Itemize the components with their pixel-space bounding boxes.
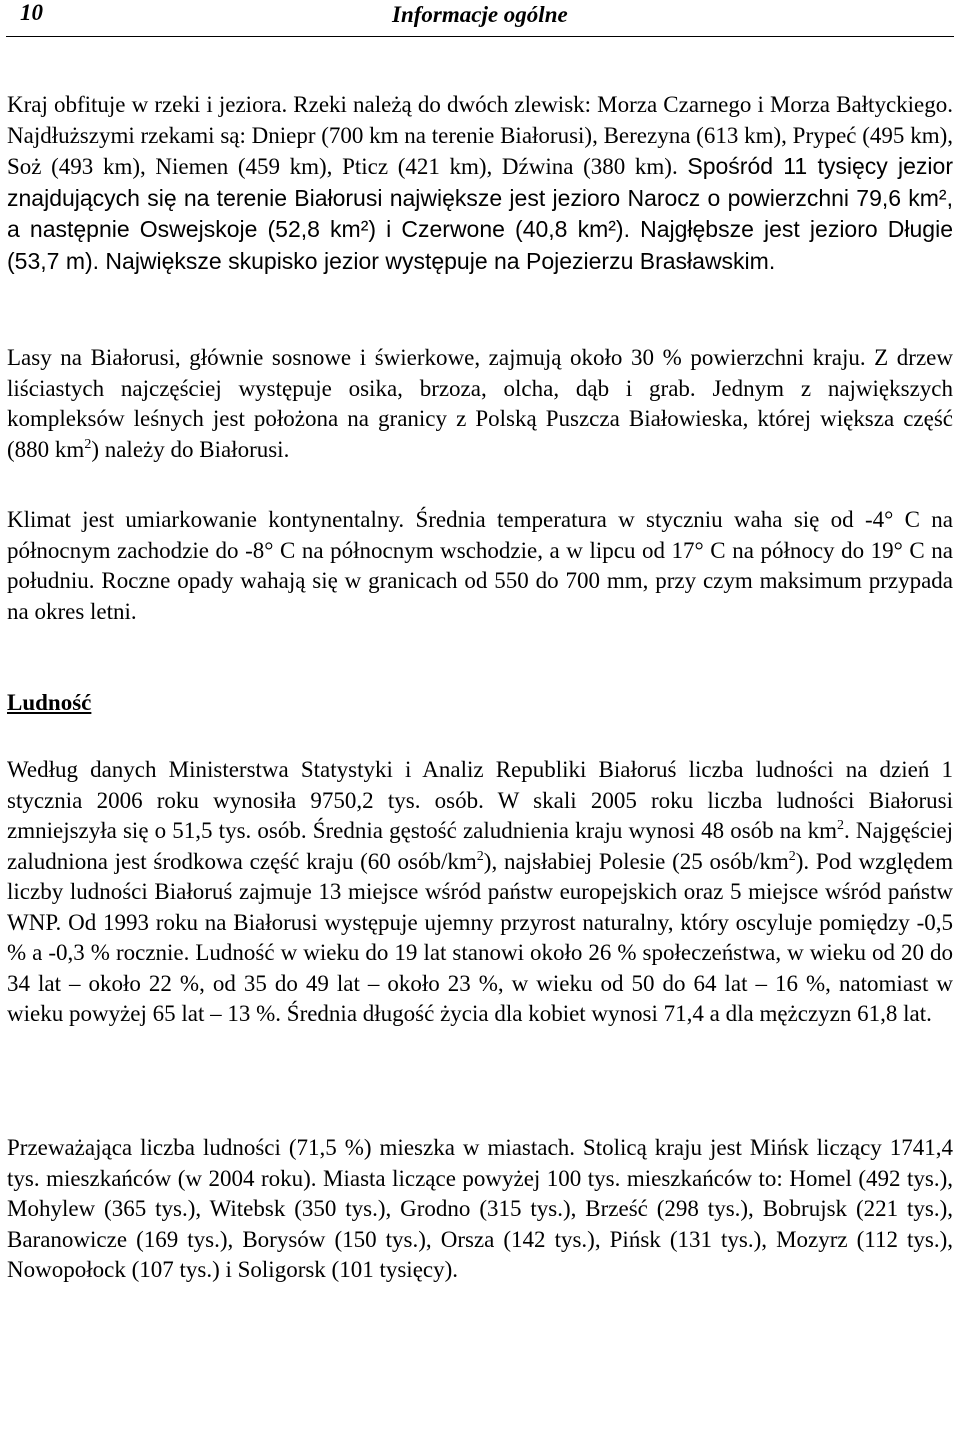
superscript: 2	[837, 818, 845, 833]
superscript: 2	[788, 848, 796, 864]
lakes-text: Spośród 11 tysięcy jezior znajdujących się na terenie Białorusi największe jest jezioro Narocz o powierzchni 79,6 km², a następnie Oswejskoje (52,8 km²) i Czerwone (40,8 km²). Najgłębsze jest jezioro Długie (53,7 m). Największe skupisko jezior występuje na Pojezierzu Brasławskim.	[7, 153, 953, 274]
population-text: ), najsłabiej Polesie (25 osób/km	[483, 848, 789, 874]
forests-text-end: ) należy do Białorusi.	[91, 436, 290, 462]
section-heading-population: Ludność	[7, 690, 92, 715]
page-header	[6, 0, 954, 37]
superscript: 2	[476, 848, 484, 864]
paragraph-cities: Przeważająca liczba ludności (71,5 %) mieszka w miastach. Stolicą kraju jest Mińsk liczący 1741,4 tys. mieszkańców (w 2004 roku). Miasta liczące powyżej 100 tys. mieszkańców to: Homel (492 tys.), Mohylew (365 tys.), Witebsk (350 tys.), Grodno (315 tys.), Brześć (298 tys.), Bobrujsk (221 tys.), Baranowicze (169 tys.), Borysów (150 tys.), Orsza (142 tys.), Pińsk (131 tys.), Mozyrz (112 tys.), Nowopołock (107 tys.) i Soligorsk (101 tysięcy).	[7, 1135, 953, 1282]
forests-text: Lasy na Białorusi, głównie sosnowe i świerkowe, zajmują około 30 % powierzchni kraju. Z drzew liściastych najczęściej występuje osika, brzoza, olcha, dąb i grab. Jednym z największych kompleksów leśnych jest położona na granicy z Polską Puszcza Białowieska, której większa część (880 km	[7, 345, 953, 462]
superscript: 2	[84, 436, 92, 452]
paragraph-climate: Klimat jest umiarkowanie kontynentalny. Średnia temperatura w styczniu waha się od -4° C na północnym zachodzie do -8° C na północnym wschodzie, a w lipcu od 17° C na północy do 19° C na południu. Roczne opady wahają się w granicach od 550 do 700 mm, przy czym maksimum przypada na okres letni.	[7, 507, 953, 624]
paragraph-forests	[7, 343, 953, 465]
paragraph-rivers-lakes	[7, 90, 953, 277]
population-text: Według danych Ministerstwa Statystyki i Analiz Republiki Białoruś liczba ludności na dzień 1 stycznia 2006 roku wynosiła 9750,2 tys. osób. W skali 2005 roku liczba ludności Białorusi zmniejszyła się o 51,5 tys. osób. Średnia gęstość zaludnienia kraju wynosi 48 osób na km	[7, 757, 953, 843]
rivers-text: Kraj obfituje w rzeki i jeziora. Rzeki należą do dwóch zlewisk: Morza Czarnego i Morza Bałtyckiego. Najdłuższymi rzekami są: Dniepr (700 km na terenie Białorusi), Berezyna (613 km), Prypeć (495 km), Soż (493 km), Niemen (459 km), Pticz (421 km), Dźwina (380 km).	[7, 92, 953, 179]
page-number: 10	[20, 0, 43, 25]
paragraph-population	[7, 755, 953, 1030]
running-title: Informacje ogólne	[392, 2, 568, 27]
population-text: . Najgęściej zaludniona jest środkowa część kraju (60 osób/km	[7, 818, 953, 874]
population-text: ). Pod względem liczby ludności Białoruś zajmuje 13 miejsce wśród państw europejskich oraz 5 miejsce wśród państw WNP. Od 1993 roku na Białorusi występuje ujemny przyrost naturalny, który oscyluje pomiędzy -0,5 % a -0,3 % rocznie. Ludność w wieku do 19 lat stanowi około 26 % społeczeństwa, w wieku od 20 do 34 lat – około 22 %, od 35 do 49 lat – około 23 %, w wieku od 50 do 64 lat – 16 %, natomiast w wieku powyżej 65 lat – 13 %. Średnia długość życia dla kobiet wynosi 71,4 a dla mężczyzn 61,8 lat.	[7, 848, 953, 1026]
